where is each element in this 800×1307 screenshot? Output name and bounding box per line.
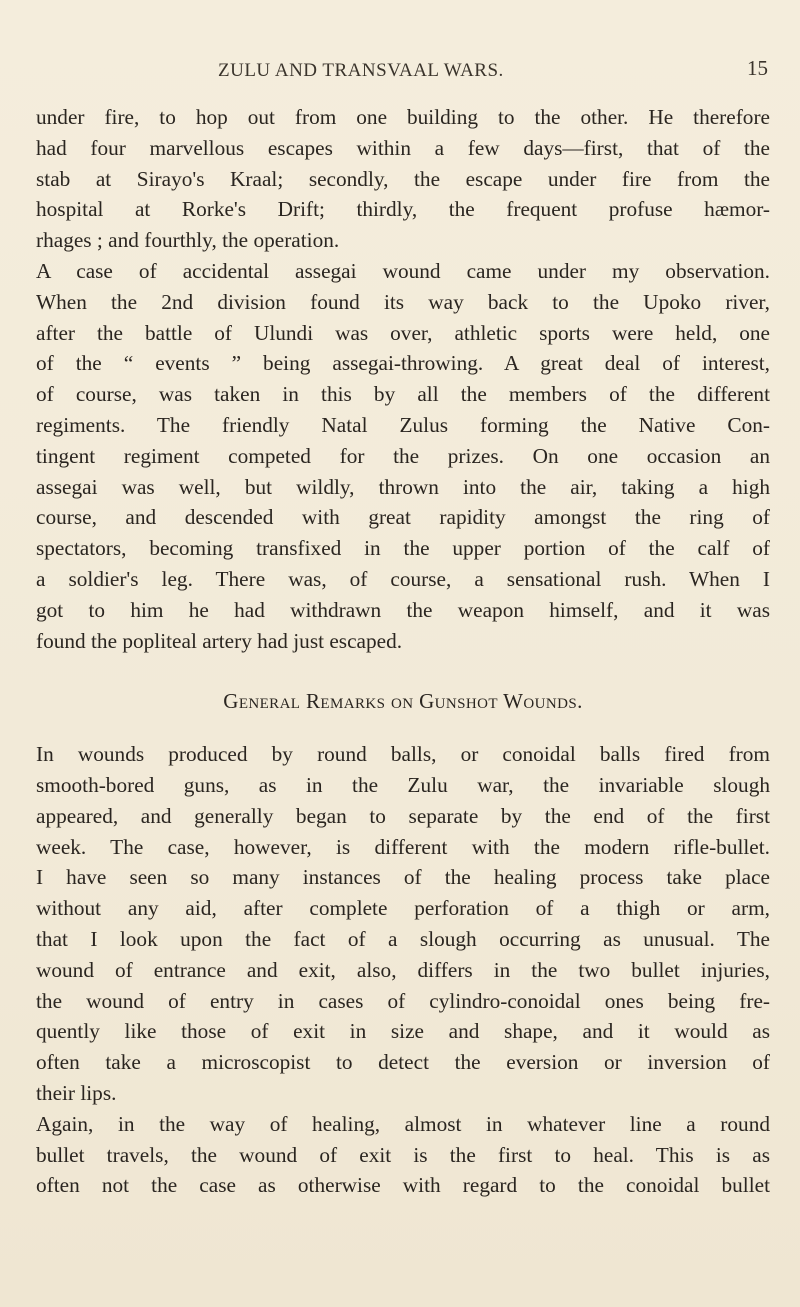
text-line: hospital at Rorke's Drift; thirdly, the frequent profuse hæmor-: [36, 197, 770, 222]
text-line: smooth-bored guns, as in the Zulu war, the invariable slough: [36, 772, 770, 797]
section-heading: General Remarks on Gunshot Wounds.: [223, 689, 583, 714]
text-line: In wounds produced by round balls, or conoidal balls fired from: [36, 742, 770, 767]
running-head: ZULU AND TRANSVAAL WARS.: [218, 60, 504, 81]
text-line: I have seen so many instances of the healing process take place: [36, 865, 770, 890]
paragraph: [36, 256, 770, 656]
text-line: spectators, becoming transfixed in the upper portion of the calf of: [36, 536, 770, 561]
text-line: appeared, and generally began to separate by the end of the first: [36, 803, 770, 828]
text-line: Again, in the way of healing, almost in whatever line a round: [36, 1111, 770, 1136]
paragraph: [36, 102, 770, 256]
body-text: [36, 102, 770, 1201]
text-line: under fire, to hop out from one building to the other. He therefore: [36, 105, 770, 129]
text-line: rhages ; and fourthly, the operation.: [36, 228, 340, 253]
page-number: 15: [747, 56, 768, 80]
text-line: often not the case as otherwise with regard to the conoidal bullet: [36, 1173, 770, 1198]
text-line: after the battle of Ulundi was over, athletic sports were held, one: [36, 320, 770, 345]
text-line: their lips.: [36, 1080, 117, 1105]
text-line: of the “ events ” being assegai-throwing. A great deal of interest,: [36, 351, 770, 376]
text-line: the wound of entry in cases of cylindro-conoidal ones being fre-: [36, 988, 770, 1013]
text-line: week. The case, however, is different with the modern rifle-bullet.: [36, 834, 770, 859]
text-line: A case of accidental assegai wound came under my observation.: [36, 258, 770, 283]
text-line: assegai was well, but wildly, thrown into the air, taking a high: [36, 474, 770, 499]
text-line: that I look upon the fact of a slough occurring as unusual. The: [36, 926, 770, 951]
text-line: had four marvellous escapes within a few days—first, that of the: [36, 135, 770, 160]
paragraph: [36, 739, 770, 1109]
text-line: got to him he had withdrawn the weapon himself, and it was: [36, 597, 770, 622]
text-line: found the popliteal artery had just escaped.: [36, 628, 403, 653]
text-line: When the 2nd division found its way back to the Upoko river,: [36, 289, 770, 314]
text-line: stab at Sirayo's Kraal; secondly, the escape under fire from the: [36, 166, 770, 191]
paragraph: [36, 1109, 770, 1201]
text-line: of course, was taken in this by all the members of the different: [36, 382, 770, 407]
text-line: wound of entrance and exit, also, differs in the two bullet injuries,: [36, 957, 770, 982]
text-line: course, and descended with great rapidity amongst the ring of: [36, 505, 770, 530]
text-line: bullet travels, the wound of exit is the first to heal. This is as: [36, 1142, 770, 1167]
text-line: a soldier's leg. There was, of course, a sensational rush. When I: [36, 566, 770, 591]
text-line: often take a microscopist to detect the eversion or inversion of: [36, 1050, 770, 1075]
text-line: tingent regiment competed for the prizes. On one occasion an: [36, 443, 770, 468]
text-line: quently like those of exit in size and shape, and it would as: [36, 1019, 770, 1044]
text-line: without any aid, after complete perforation of a thigh or arm,: [36, 896, 770, 921]
text-line: regiments. The friendly Natal Zulus forming the Native Con-: [36, 412, 770, 437]
